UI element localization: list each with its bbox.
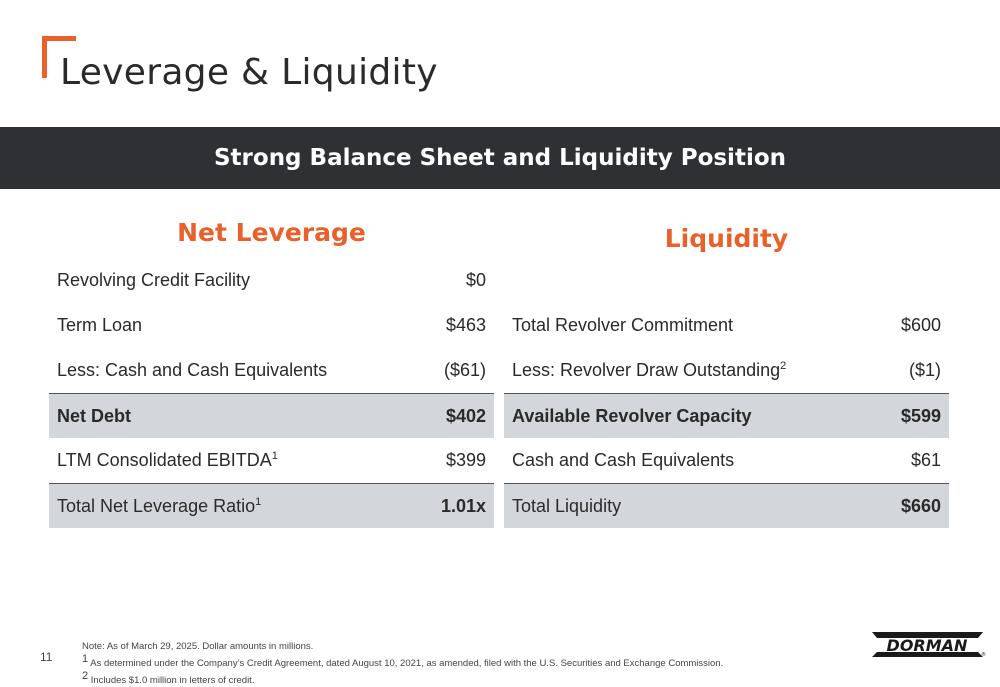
table-row-total-net-leverage — [49, 483, 494, 528]
row-label: Available Revolver Capacity — [512, 405, 752, 426]
net-leverage-panel — [49, 218, 494, 528]
footnotes — [82, 641, 723, 687]
row-value: ($61) — [443, 360, 486, 380]
banner — [0, 127, 1000, 189]
row-value: $600 — [900, 315, 941, 335]
table-row — [504, 438, 949, 483]
row-label: Revolving Credit Facility — [57, 270, 251, 290]
dorman-logo — [870, 628, 985, 658]
row-label: Less: Revolver Draw Outstanding$^2$ — [512, 360, 787, 380]
row-label: Total Liquidity — [512, 495, 622, 516]
logo-text: DORMAN — [886, 636, 968, 655]
row-value: $61 — [910, 450, 941, 470]
footnote-note: Note: As of March 29, 2025. Dollar amounts in millions. — [82, 641, 314, 652]
row-label: Term Loan — [57, 315, 143, 335]
table-row-available-capacity — [504, 393, 949, 438]
row-value: $599 — [900, 405, 941, 426]
table-row — [49, 303, 494, 348]
table-row — [504, 303, 949, 348]
table-row — [49, 348, 494, 393]
row-value: $399 — [445, 450, 486, 470]
row-value: 1.01x — [440, 495, 486, 516]
row-label: Less: Cash and Cash Equivalents — [57, 360, 328, 380]
spacer — [504, 258, 949, 303]
row-value: $463 — [445, 315, 486, 335]
table-row — [504, 348, 949, 393]
footnote-ref: 2 — [780, 360, 787, 372]
table-row-net-debt — [49, 393, 494, 438]
page-title: Leverage & Liquidity — [60, 52, 438, 93]
svg-text:®: ® — [981, 652, 986, 658]
footnote-1: $^1$ As determined under the Company’s Credit Agreement, dated August 10, 2021, as amended, filed with the U.S. Securities and Exchange Commission. — [82, 653, 724, 670]
table-row-total-liquidity — [504, 483, 949, 528]
row-label: Net Debt — [57, 405, 132, 426]
row-label: Total Net Leverage Ratio$^1$ — [57, 495, 262, 516]
liquidity-heading: Liquidity — [664, 224, 789, 253]
page-number: 11 — [40, 650, 53, 664]
footnote-ref: 1 — [255, 495, 262, 508]
row-value: $660 — [900, 495, 941, 516]
row-value: $0 — [465, 270, 486, 290]
row-label: Total Revolver Commitment — [512, 315, 734, 335]
net-leverage-heading: Net Leverage — [177, 218, 366, 247]
table-row — [49, 438, 494, 483]
table-row — [49, 258, 494, 303]
row-label: Cash and Cash Equivalents — [512, 450, 735, 470]
row-value: $402 — [445, 405, 486, 426]
row-value: ($1) — [908, 360, 941, 380]
row-label: LTM Consolidated EBITDA$^1$ — [57, 450, 278, 470]
footnote-ref: 1 — [271, 450, 278, 462]
banner-text: Strong Balance Sheet and Liquidity Position — [213, 145, 786, 171]
liquidity-panel — [504, 218, 949, 528]
footnote-2: $^2$ Includes $1.0 million in letters of credit. — [82, 670, 255, 687]
